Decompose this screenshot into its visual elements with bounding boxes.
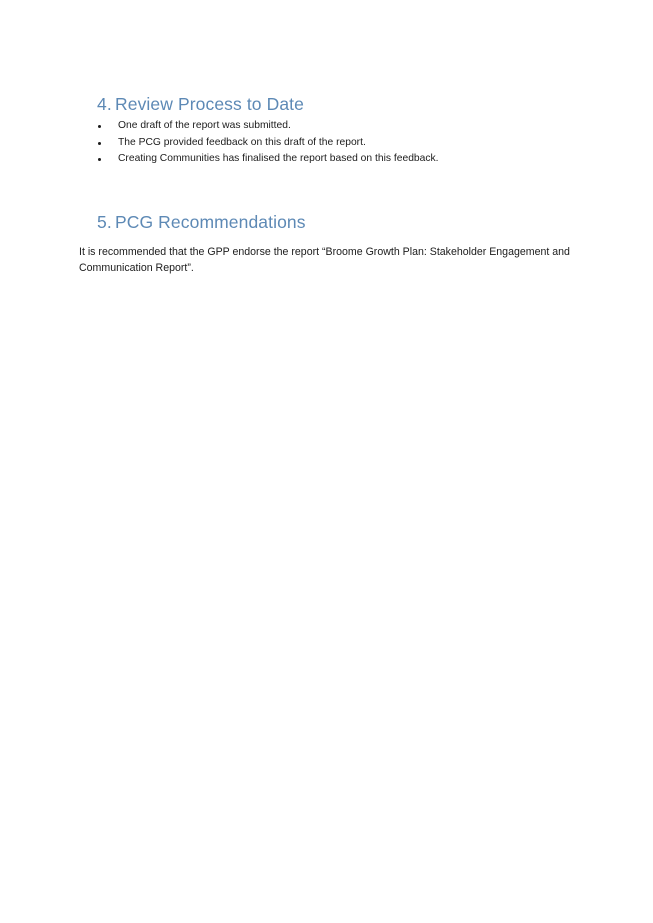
section-title: Review Process to Date (115, 93, 304, 114)
review-process-bullet-list (0, 118, 653, 168)
list-item-text: The PCG provided feedback on this draft of the report. (118, 136, 366, 148)
list-item-text: Creating Communities has finalised the report based on this feedback. (118, 153, 439, 164)
bullet-point-icon (98, 125, 101, 128)
list-item (0, 118, 653, 135)
list-item-text: One draft of the report was submitted. (118, 120, 291, 131)
list-item (0, 135, 653, 152)
section-number: 4. (97, 93, 112, 114)
section-title: PCG Recommendations (115, 211, 306, 232)
bullet-point-icon (98, 158, 101, 161)
list-item (0, 151, 653, 168)
section-heading-review-process (97, 94, 304, 115)
bullet-point-icon (98, 142, 101, 145)
section-heading-pcg-recommendations (97, 212, 306, 233)
section-number: 5. (97, 211, 112, 232)
recommendation-paragraph: It is recommended that the GPP endorse the report “Broome Growth Plan: Stakeholder Engagement and Communication Report”. (79, 246, 570, 274)
